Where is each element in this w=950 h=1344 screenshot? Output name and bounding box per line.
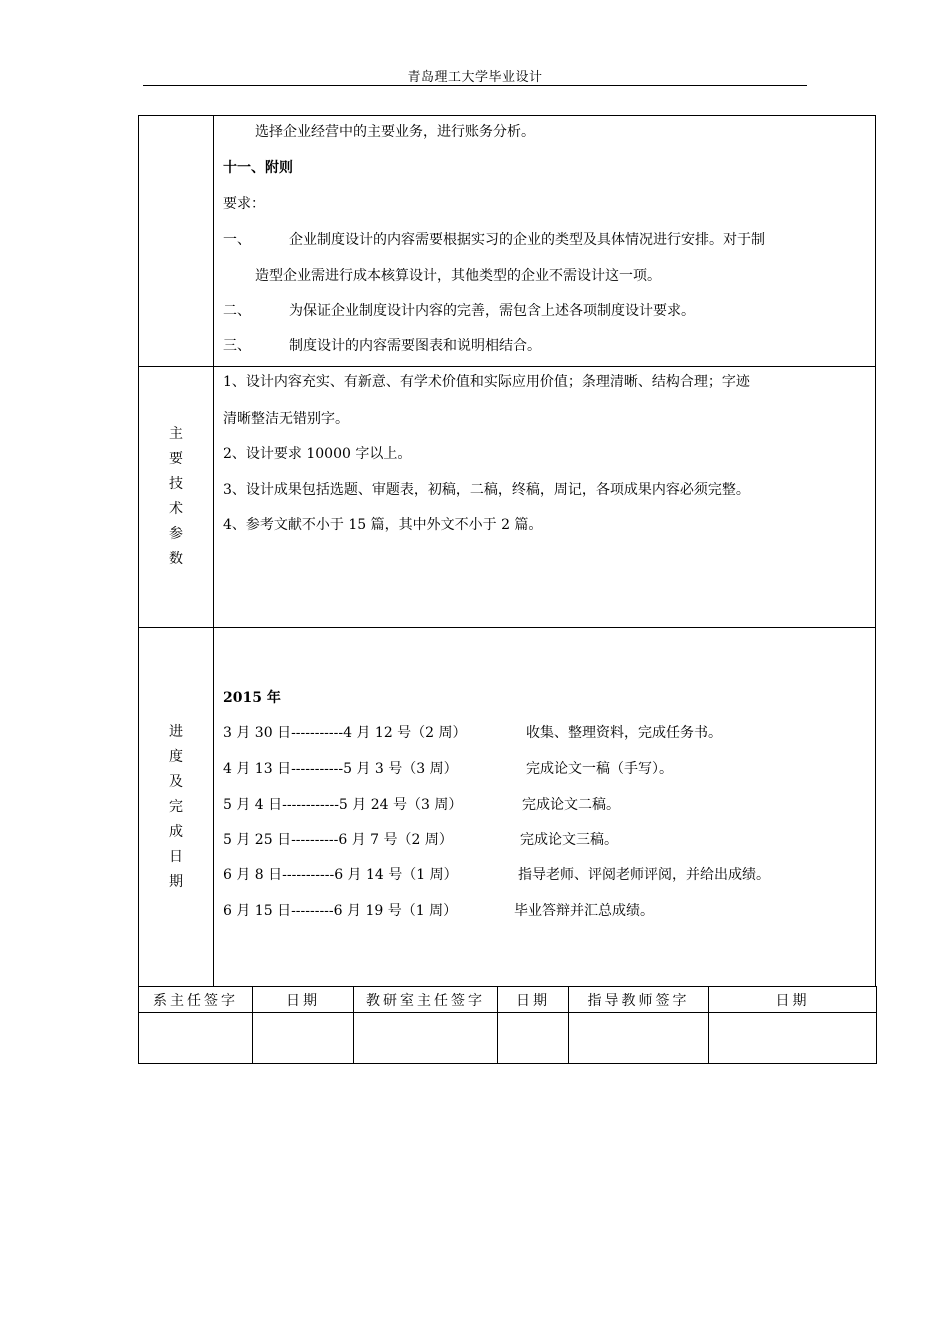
schedule-task: 完成论文二稿。 bbox=[522, 797, 620, 813]
label-column-divider bbox=[213, 115, 214, 986]
schedule-task: 毕业答辩并汇总成绩。 bbox=[514, 903, 654, 919]
label-char: 期 bbox=[169, 874, 183, 890]
item-number: 三、 bbox=[223, 338, 251, 354]
param-line-4: 4、参考文献不小于 15 篇，其中外文不小于 2 篇。 bbox=[223, 517, 543, 533]
date-cell[interactable] bbox=[709, 1013, 877, 1064]
schedule-year: 2015 年 bbox=[223, 690, 281, 706]
office-head-signature-cell[interactable] bbox=[354, 1013, 498, 1064]
label-char: 要 bbox=[169, 451, 183, 467]
advisor-signature-header: 指导教师签字 bbox=[569, 987, 709, 1013]
label-char: 完 bbox=[169, 799, 183, 815]
date-cell[interactable] bbox=[498, 1013, 569, 1064]
label-char: 日 bbox=[169, 849, 183, 865]
section-heading-appendix: 十一、附则 bbox=[223, 160, 293, 176]
requirement-item-2 bbox=[223, 300, 695, 320]
advisor-signature-cell[interactable] bbox=[569, 1013, 709, 1064]
row-divider-2 bbox=[138, 627, 876, 628]
label-char: 参 bbox=[169, 526, 183, 542]
schedule-task: 收集、整理资料，完成任务书。 bbox=[526, 725, 722, 741]
date-header: 日期 bbox=[253, 987, 354, 1013]
param-line-1-continued: 清晰整洁无错别字。 bbox=[223, 411, 349, 427]
schedule-period: 5 月 25 日----------6 月 7 号（2 周） bbox=[223, 832, 453, 848]
header-rule bbox=[143, 85, 807, 86]
schedule-period: 6 月 15 日---------6 月 19 号（1 周） bbox=[223, 903, 458, 919]
label-char: 术 bbox=[169, 501, 183, 517]
requirement-item-1 bbox=[223, 229, 765, 249]
item-number: 二、 bbox=[223, 303, 251, 319]
schedule-period: 3 月 30 日-----------4 月 12 号（2 周） bbox=[223, 725, 467, 741]
item-text: 企业制度设计的内容需要根据实习的企业的类型及具体情况进行安排。对于制 bbox=[289, 232, 765, 248]
label-char: 及 bbox=[169, 774, 183, 790]
date-header: 日期 bbox=[498, 987, 569, 1013]
label-char: 主 bbox=[169, 426, 183, 442]
schedule-period: 6 月 8 日-----------6 月 14 号（1 周） bbox=[223, 867, 458, 883]
params-label bbox=[139, 422, 213, 572]
content-line: 选择企业经营中的主要业务，进行账务分析。 bbox=[255, 124, 535, 140]
date-header: 日期 bbox=[709, 987, 877, 1013]
dept-head-signature-cell[interactable] bbox=[139, 1013, 253, 1064]
param-line-1: 1、设计内容充实、有新意、有学术价值和实际应用价值；条理清晰、结构合理；字迹 bbox=[223, 374, 750, 390]
label-char: 进 bbox=[169, 724, 183, 740]
schedule-task: 指导老师、评阅老师评阅，并给出成绩。 bbox=[518, 867, 770, 883]
label-char: 度 bbox=[169, 749, 183, 765]
requirements-label: 要求： bbox=[223, 196, 265, 212]
schedule-period: 4 月 13 日-----------5 月 3 号（3 周） bbox=[223, 761, 458, 777]
requirement-item-1-continued: 造型企业需进行成本核算设计，其他类型的企业不需设计这一项。 bbox=[255, 268, 661, 284]
office-head-signature-header: 教研室主任签字 bbox=[354, 987, 498, 1013]
item-number: 一、 bbox=[223, 232, 251, 248]
schedule-label bbox=[139, 720, 213, 895]
signature-table bbox=[138, 986, 877, 1064]
document-header-title: 青岛理工大学毕业设计 bbox=[407, 70, 543, 85]
requirement-item-3 bbox=[223, 335, 541, 355]
row-divider-1 bbox=[138, 366, 876, 367]
item-text: 制度设计的内容需要图表和说明相结合。 bbox=[289, 338, 541, 354]
schedule-task: 完成论文三稿。 bbox=[520, 832, 618, 848]
date-cell[interactable] bbox=[253, 1013, 354, 1064]
label-char: 成 bbox=[169, 824, 183, 840]
schedule-task: 完成论文一稿（手写）。 bbox=[526, 761, 673, 777]
dept-head-signature-header: 系主任签字 bbox=[139, 987, 253, 1013]
param-line-3: 3、设计成果包括选题、审题表，初稿，二稿，终稿，周记，各项成果内容必须完整。 bbox=[223, 482, 750, 498]
schedule-period: 5 月 4 日------------5 月 24 号（3 周） bbox=[223, 797, 463, 813]
label-char: 技 bbox=[169, 476, 183, 492]
item-text: 为保证企业制度设计内容的完善，需包含上述各项制度设计要求。 bbox=[289, 303, 695, 319]
label-char: 数 bbox=[169, 551, 183, 567]
param-line-2: 2、设计要求 10000 字以上。 bbox=[223, 446, 412, 462]
